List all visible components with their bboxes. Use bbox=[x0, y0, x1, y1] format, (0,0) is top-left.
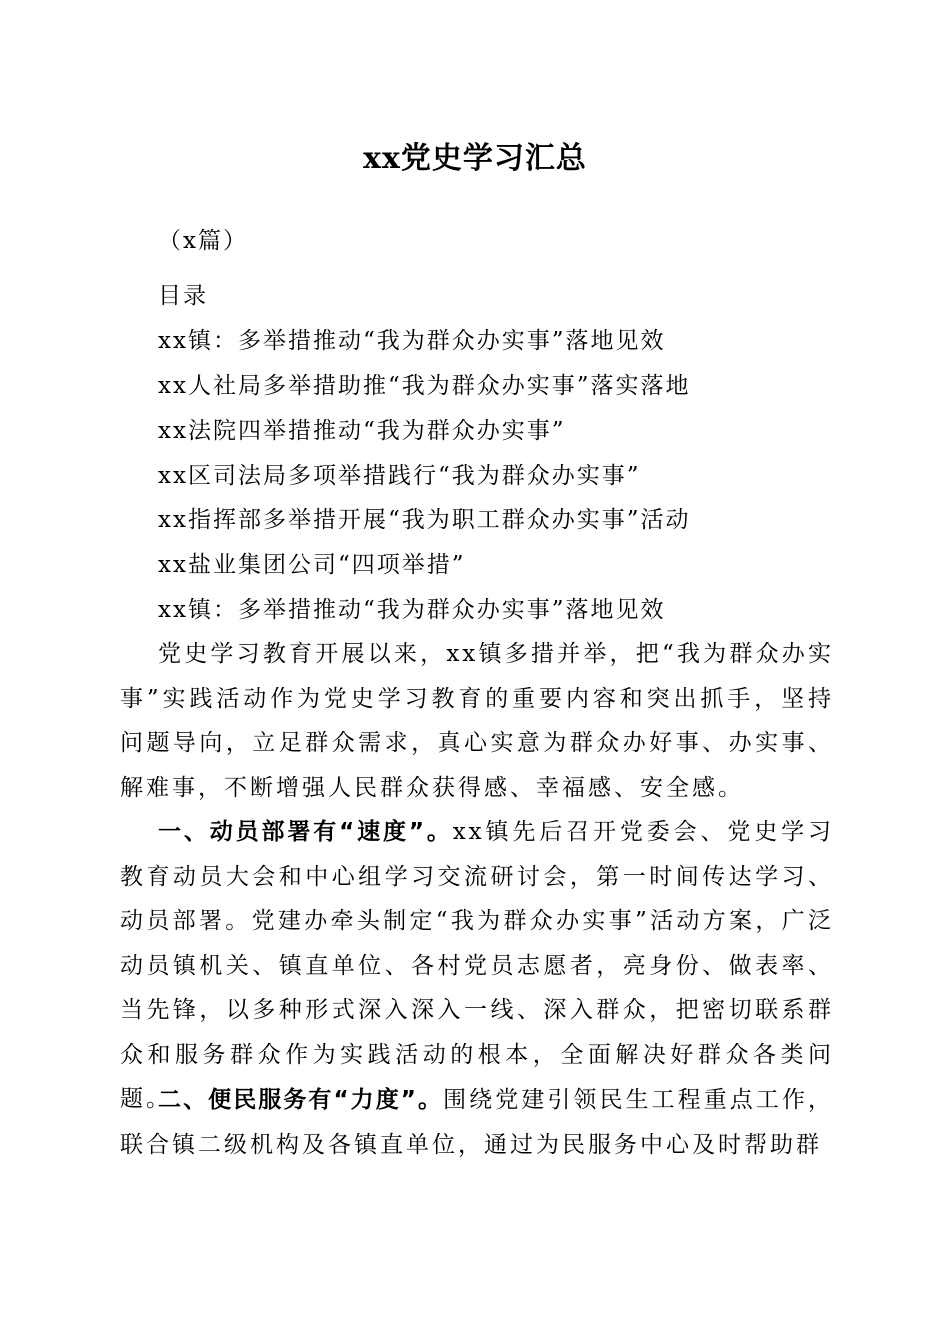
toc-item: xx盐业集团公司“四项举措” bbox=[158, 552, 466, 578]
toc-item: xx法院四举措推动“我为群众办实事” bbox=[158, 418, 566, 444]
section-1-lead: 一、动员部署有“速度”。 bbox=[158, 819, 453, 845]
section-2-paragraph bbox=[120, 1078, 834, 1167]
toc-heading: 目录 bbox=[158, 283, 208, 309]
toc-item: xx人社局多举措助推“我为群众办实事”落实落地 bbox=[158, 373, 691, 399]
count-note: （x篇） bbox=[158, 228, 248, 254]
section-1-body: xx镇先后召开党委会、党史学习教育动员大会和中心组学习交流研讨会，第一时间传达学习、动员部署。党建办牵头制定“我为群众办实事”活动方案，广泛动员镇机关、镇直单位、各村党员志愿者，亮身份、做表率、当先锋，以多种形式深入深入一线、深入群众，把密切联系群众和服务群众作为实践活动的根本，全面解决好群众各类问题。 bbox=[120, 819, 834, 1112]
toc-item: xx区司法局多项举措践行“我为群众办实事” bbox=[158, 463, 641, 489]
toc-item: xx指挥部多举措开展“我为职工群众办实事”活动 bbox=[158, 507, 691, 533]
article-heading: xx镇：多举措推动“我为群众办实事”落地见效 bbox=[158, 597, 666, 623]
document-title: xx党史学习汇总 bbox=[363, 141, 587, 176]
section-1-paragraph bbox=[120, 810, 834, 1122]
section-2-lead: 二、便民服务有“力度”。 bbox=[158, 1087, 444, 1113]
section-2-body: 围绕党建引领民生工程重点工作，联合镇二级机构及各镇直单位，通过为民服务中心及时帮助群 bbox=[120, 1087, 835, 1158]
intro-paragraph: 党史学习教育开展以来，xx镇多措并举，把“我为群众办实事”实践活动作为党史学习教育的重要内容和突出抓手，坚持问题导向，立足群众需求，真心实意为群众办好事、办实事、解难事，不断增强人民群众获得感、幸福感、安全感。 bbox=[120, 641, 834, 801]
toc-item: xx镇：多举措推动“我为群众办实事”落地见效 bbox=[158, 328, 666, 354]
